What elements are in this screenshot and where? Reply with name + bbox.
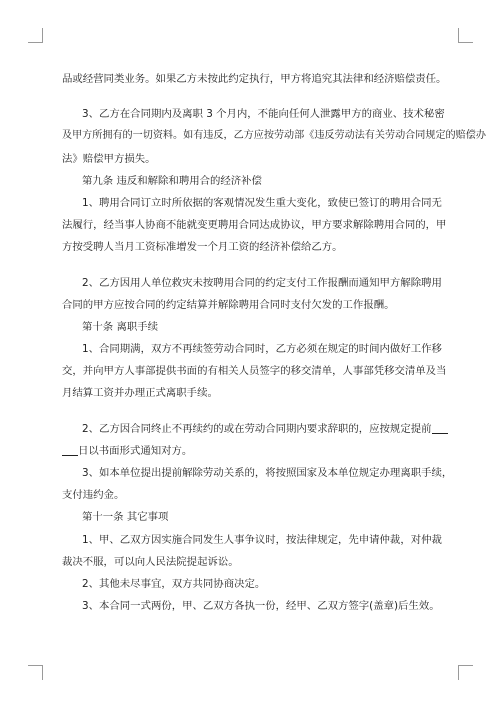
paragraph-line: 2、乙方因用人单位救灾未按聘用合同的约定支付工作报酬而通知甲方解除聘用: [82, 276, 442, 289]
paragraph-line: 月结算工资并办理正式离职手续。: [62, 387, 218, 400]
section-heading: 第十条 离职手续: [82, 320, 159, 333]
paragraph-line: 方按受聘人当月工资标准增发一个月工资的经济补偿给乙方。: [62, 241, 343, 254]
document-body: [62, 68, 486, 617]
paragraph-line: 合同的甲方应按合同的约定结算并解除聘用合同时支付欠发的工作报酬。: [62, 298, 395, 311]
fill-in-blank: [62, 444, 78, 456]
paragraph-line: 1、甲、乙双方因实施合同发生人事争议时，按法律规定，先申请仲裁，对仲裁: [82, 533, 442, 546]
paragraph-text: 日以书面形式通知对方。: [78, 444, 193, 457]
paragraph-line: [62, 440, 446, 462]
crop-mark-top-left: [28, 28, 43, 43]
crop-mark-top-right: [458, 28, 473, 43]
paragraph-text: 2、乙方因合同终止不再续约的或在劳动合同期内要求辞职的，应按规定提前: [82, 422, 432, 435]
paragraph-line: 品或经营同类业务。如果乙方未按此约定执行，甲方将追究其法律和经济赔偿责任。: [62, 73, 447, 85]
paragraph-line: 法》赔偿甲方损失。: [62, 152, 156, 165]
paragraph-line: 3、本合同一式两份，甲、乙双方各执一份，经甲、乙双方签字(盖章)后生效。: [82, 600, 440, 613]
paragraph-line: 2、其他未尽事宜，双方共同协商决定。: [82, 577, 266, 590]
crop-mark-bottom-left: [28, 665, 43, 680]
crop-mark-bottom-right: [458, 665, 473, 680]
section-heading: 第九条 违反和解除和聘用合的经济补偿: [82, 174, 262, 187]
paragraph-line: 及甲方所拥有的一切资料。如有违反，乙方应按劳动部《违反劳动法有关劳动合同规定的赔偿办: [62, 130, 486, 142]
paragraph-line: 交，并向甲方人事部提供书面的有相关人员签字的移交清单，人事部凭移交清单及当: [62, 365, 447, 378]
paragraph-line: 法履行，经当事人协商不能就变更聘用合同达成协议，甲方要求解除聘用合同的，甲: [62, 219, 447, 232]
paragraph-line: 3、如本单位提出提前解除劳动关系的，将按照国家及本单位规定办理离职手续，: [82, 467, 453, 479]
fill-in-blank: [432, 422, 448, 434]
section-heading: 第十一条 其它事项: [82, 511, 169, 524]
paragraph-line: 1、聘用合同订立时所依据的客观情况发生重大变化，致使已签订的聘用合同无: [82, 196, 442, 209]
paragraph-line: 3、乙方在合同期内及离职 3 个月内，不能向任何人泄露甲方的商业、技术秘密: [82, 108, 445, 121]
paragraph-line: 1、合同期满，双方不再续签劳动合同时，乙方必须在规定的时间内做好工作移: [82, 343, 442, 356]
paragraph-line: [62, 418, 446, 440]
paragraph-line: 裁决不服，可以向人民法院提起诉讼。: [62, 555, 239, 568]
paragraph-line: 支付违约金。: [62, 489, 125, 502]
